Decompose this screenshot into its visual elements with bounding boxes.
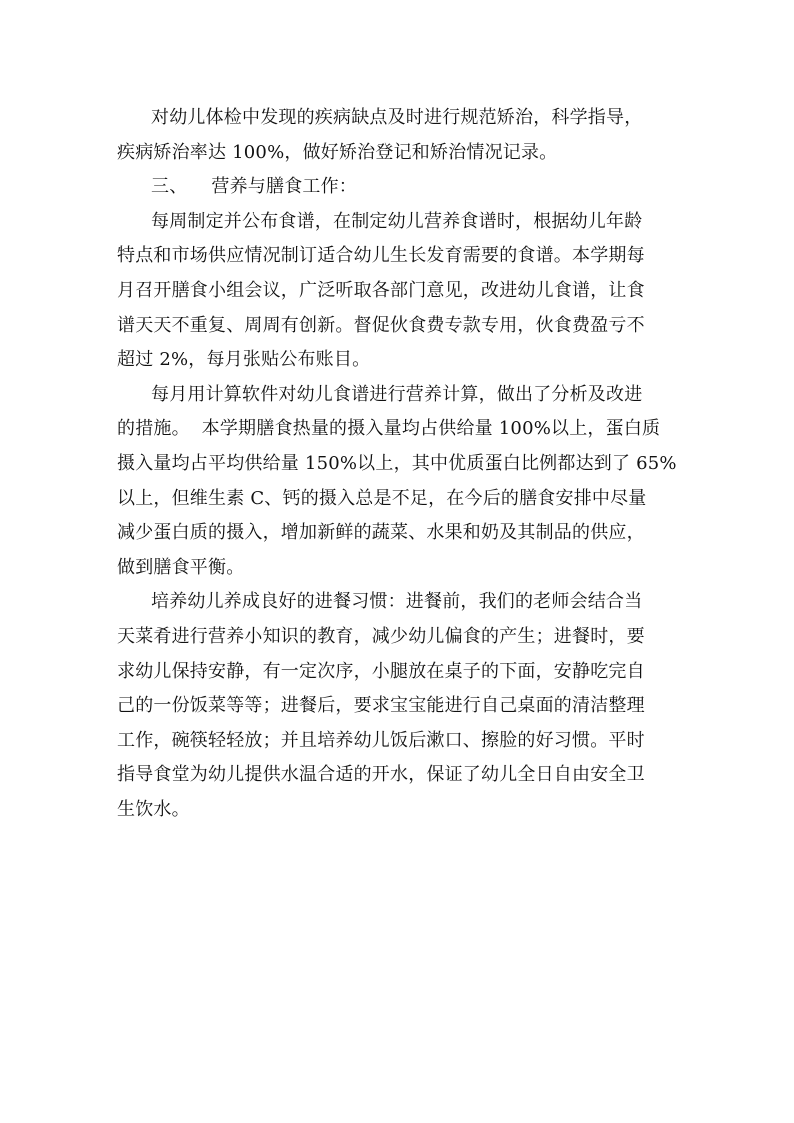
paragraph-3-line-3: 摄入量均占平均供给量 150%以上，其中优质蛋白比例都达到了 65% xyxy=(117,452,677,474)
paragraph-3-line-5: 减少蛋白质的摄入，增加新鲜的蔬菜、水果和奶及其制品的供应， xyxy=(117,522,645,544)
paragraph-4-line-2: 天菜肴进行营养小知识的教育，减少幼儿偏食的产生；进餐时，要 xyxy=(117,625,645,647)
section-heading-number: 三、 xyxy=(151,176,188,198)
paragraph-3-line-6: 做到膳食平衡。 xyxy=(117,556,245,578)
paragraph-4-line-7: 生饮水。 xyxy=(117,798,190,820)
paragraph-4-line-1: 培养幼儿养成良好的进餐习惯：进餐前，我们的老师会结合当 xyxy=(151,591,643,613)
section-heading-3 xyxy=(117,170,659,205)
paragraph-4-line-3: 求幼儿保持安静，有一定次序，小腿放在桌子的下面，安静吃完自 xyxy=(117,660,645,682)
paragraph-1-line-1: 对幼儿体检中发现的疾病缺点及时进行规范矫治，科学指导， xyxy=(151,107,643,128)
paragraph-2-line-4: 谱天天不重复、周周有创新。督促伙食费专款专用，伙食费盈亏不 xyxy=(117,314,645,336)
paragraph-2-line-5: 超过 2%，每月张贴公布账目。 xyxy=(117,349,371,371)
paragraph-4-line-5: 工作，碗筷轻轻放；并且培养幼儿饭后漱口、擦脸的好习惯。平时 xyxy=(117,729,645,751)
paragraph-3-line-4: 以上，但维生素 C、钙的摄入总是不足，在今后的膳食安排中尽量 xyxy=(117,487,647,509)
document-body xyxy=(117,101,677,827)
paragraph-4-line-4: 己的一份饭菜等等；进餐后，要求宝宝能进行自己桌面的清洁整理 xyxy=(117,695,645,717)
paragraph-3-line-2: 的措施。 本学期膳食热量的摄入量均占供给量 100%以上，蛋白质 xyxy=(117,418,661,440)
paragraph-2-line-1: 每周制定并公布食谱，在制定幼儿营养食谱时，根据幼儿年龄 xyxy=(151,210,643,232)
section-heading-title: 营养与膳食工作： xyxy=(211,176,358,198)
paragraph-2-line-2: 特点和市场供应情况制订适合幼儿生长发育需要的食谱。本学期每 xyxy=(117,245,645,267)
paragraph-1-line-2: 疾病矫治率达 100%，做好矫治登记和矫治情况记录。 xyxy=(117,141,558,163)
paragraph-2-line-3: 月召开膳食小组会议，广泛听取各部门意见，改进幼儿食谱，让食 xyxy=(117,279,645,301)
paragraph-3-line-1: 每月用计算软件对幼儿食谱进行营养计算，做出了分析及改进 xyxy=(151,383,643,405)
paragraph-4-line-6: 指导食堂为幼儿提供水温合适的开水，保证了幼儿全日自由安全卫 xyxy=(117,764,645,786)
